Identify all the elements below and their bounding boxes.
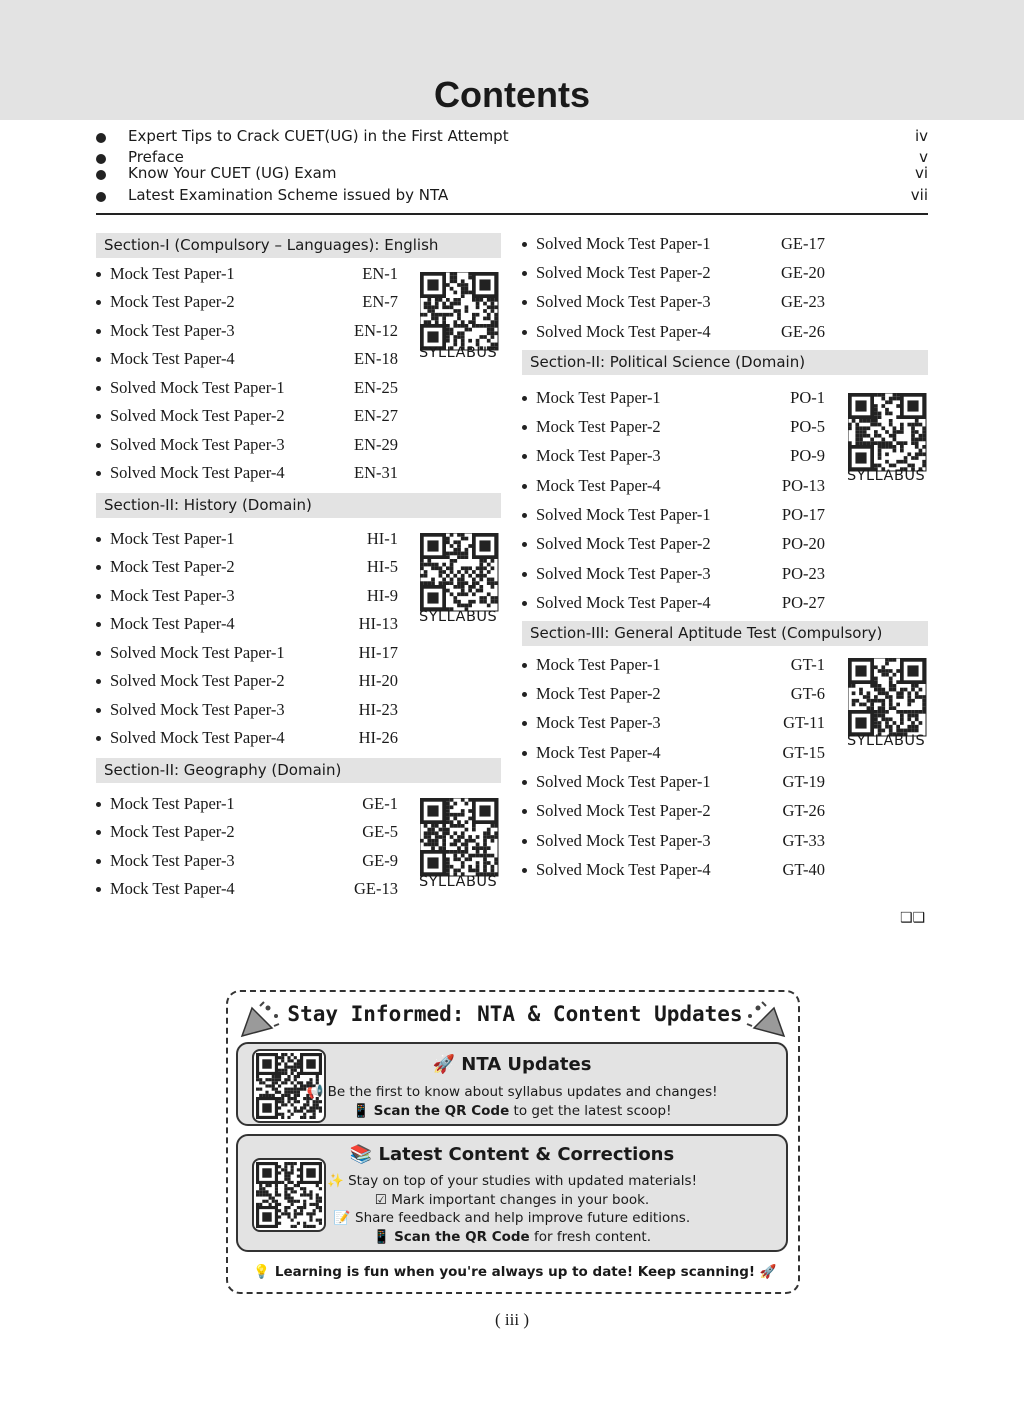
bullet-icon — [522, 513, 527, 518]
entry-label: Solved Mock Test Paper-1 — [110, 643, 285, 662]
entry-page: EN-31 — [354, 463, 398, 482]
entry-label: Mock Test Paper-3 — [536, 713, 661, 732]
syllabus-qr-code[interactable] — [848, 658, 928, 738]
entry-label: Solved Mock Test Paper-2 — [110, 406, 285, 425]
toc-entry[interactable] — [96, 642, 398, 664]
bullet-icon — [522, 425, 527, 430]
entry-page: EN-29 — [354, 435, 398, 454]
bullet-icon — [522, 242, 527, 247]
toc-entry[interactable] — [96, 699, 398, 721]
toc-entry[interactable] — [522, 416, 825, 438]
toc-entry[interactable] — [522, 233, 825, 255]
entry-page: PO-20 — [781, 534, 825, 553]
entry-label: Solved Mock Test Paper-4 — [536, 322, 711, 341]
toc-entry[interactable] — [96, 556, 398, 578]
entry-page: HI-13 — [358, 614, 398, 633]
toc-entry[interactable] — [522, 504, 825, 526]
nta-line-2: 📱 Scan the QR Code to get the latest scoop! — [352, 1103, 672, 1119]
toc-entry[interactable] — [96, 462, 398, 484]
content-updates-heading: 📚 Latest Content & Corrections — [349, 1144, 675, 1165]
bullet-icon — [522, 868, 527, 873]
bullet-icon — [96, 594, 101, 599]
entry-label: Mock Test Paper-1 — [536, 655, 661, 674]
entry-page: HI-20 — [358, 671, 398, 690]
syllabus-label: SYLLABUS — [847, 468, 926, 484]
entry-page: HI-17 — [358, 643, 398, 662]
entry-label: Solved Mock Test Paper-1 — [536, 772, 711, 791]
toc-entry[interactable] — [96, 613, 398, 635]
entry-page: GT-40 — [782, 860, 825, 879]
phone-icon: 📱 — [372, 1229, 390, 1245]
divider — [96, 213, 928, 215]
entry-page: GT-26 — [782, 801, 825, 820]
entry-label: Solved Mock Test Paper-1 — [110, 378, 285, 397]
toc-entry[interactable] — [96, 850, 398, 872]
entry-page: GT-19 — [782, 772, 825, 791]
entry-page: EN-27 — [354, 406, 398, 425]
entry-label: Know Your CUET (UG) Exam — [128, 164, 337, 182]
toc-entry[interactable] — [522, 475, 825, 497]
entry-label: Latest Examination Scheme issued by NTA — [128, 186, 449, 204]
entry-label: Solved Mock Test Paper-4 — [536, 593, 711, 612]
bullet-icon — [96, 708, 101, 713]
entry-label: Solved Mock Test Paper-3 — [536, 831, 711, 850]
nta-updates-heading: 🚀 NTA Updates — [432, 1054, 592, 1075]
section-heading: Section-I (Compulsory – Languages): English — [96, 233, 501, 258]
bullet-icon — [96, 622, 101, 627]
light-bulb-icon: 💡 — [253, 1264, 271, 1280]
bullet-icon — [522, 271, 527, 276]
toc-entry[interactable] — [96, 727, 398, 749]
syllabus-qr-code[interactable] — [420, 533, 500, 613]
bullet-icon — [96, 887, 101, 892]
bullet-icon — [96, 565, 101, 570]
bullet-icon — [96, 859, 101, 864]
toc-entry[interactable] — [96, 377, 398, 399]
entry-label: Mock Test Paper-1 — [110, 264, 235, 283]
toc-entry[interactable] — [96, 793, 398, 815]
intro-entry[interactable] — [96, 186, 928, 206]
updates-title: Stay Informed: NTA & Content Updates — [287, 1002, 743, 1026]
section-heading: Section-II: History (Domain) — [96, 493, 501, 518]
entry-page: PO-27 — [781, 593, 825, 612]
entry-page: GE-13 — [354, 879, 398, 898]
entry-page: PO-23 — [781, 564, 825, 583]
toc-entry[interactable] — [96, 348, 398, 370]
content-line-4: 📱 Scan the QR Code for fresh content. — [372, 1229, 652, 1245]
section-heading: Section-II: Geography (Domain) — [96, 758, 501, 783]
toc-entry[interactable] — [522, 654, 825, 676]
toc-entry[interactable] — [96, 263, 398, 285]
toc-entry[interactable] — [96, 320, 398, 342]
entry-label: Solved Mock Test Paper-4 — [536, 860, 711, 879]
entry-label: Mock Test Paper-1 — [536, 388, 661, 407]
syllabus-label: SYLLABUS — [419, 609, 498, 625]
entry-page: EN-7 — [362, 292, 398, 311]
entry-page: PO-17 — [781, 505, 825, 524]
entry-page: HI-9 — [366, 586, 398, 605]
entry-label: Solved Mock Test Paper-4 — [110, 463, 285, 482]
entry-page: EN-1 — [362, 264, 398, 283]
bullet-icon — [522, 484, 527, 489]
bullet-icon — [96, 679, 101, 684]
entry-page: HI-26 — [358, 728, 398, 747]
syllabus-qr-code[interactable] — [420, 272, 500, 352]
memo-icon: 📝 — [333, 1210, 351, 1226]
toc-entry[interactable] — [96, 878, 398, 900]
toc-entry[interactable] — [96, 405, 398, 427]
nta-line-1: 📢 Be the first to know about syllabus updates and changes! — [306, 1084, 718, 1100]
entry-page: HI-23 — [358, 700, 398, 719]
entry-page: EN-18 — [354, 349, 398, 368]
bullet-icon — [96, 192, 106, 202]
toc-entry[interactable] — [522, 712, 825, 734]
entry-label: Solved Mock Test Paper-2 — [110, 671, 285, 690]
entry-label: Mock Test Paper-2 — [536, 417, 661, 436]
toc-entry[interactable] — [522, 321, 825, 343]
entry-page: EN-12 — [354, 321, 398, 340]
bullet-icon — [522, 542, 527, 547]
updates-footer: 💡 Learning is fun when you're always up to date! Keep scanning! 🚀 — [253, 1264, 777, 1280]
entry-page: PO-5 — [790, 417, 825, 436]
entry-label: Mock Test Paper-4 — [110, 879, 235, 898]
toc-entry[interactable] — [522, 771, 825, 793]
entry-label: Mock Test Paper-1 — [110, 529, 235, 548]
entry-label: Solved Mock Test Paper-4 — [110, 728, 285, 747]
entry-page: GT-6 — [790, 684, 825, 703]
syllabus-qr-code[interactable] — [848, 393, 928, 473]
entry-label: Mock Test Paper-2 — [536, 684, 661, 703]
nta-updates-panel — [236, 1042, 788, 1126]
entry-label: Mock Test Paper-2 — [110, 292, 235, 311]
entry-page: EN-25 — [354, 378, 398, 397]
entry-label: Solved Mock Test Paper-3 — [110, 435, 285, 454]
megaphone-icon: 📢 — [306, 1084, 324, 1100]
intro-entry[interactable] — [96, 127, 928, 147]
bullet-icon — [96, 300, 101, 305]
toc-entry[interactable] — [522, 445, 825, 467]
bullet-icon — [522, 300, 527, 305]
entry-page: GT-11 — [783, 713, 825, 732]
entry-label: Solved Mock Test Paper-1 — [536, 234, 711, 253]
entry-page: GT-1 — [790, 655, 825, 674]
toc-entry[interactable] — [522, 592, 825, 614]
entry-page: HI-1 — [366, 529, 398, 548]
toc-entry[interactable] — [522, 533, 825, 555]
entry-page: vi — [914, 164, 928, 182]
bullet-icon — [96, 651, 101, 656]
entry-page: GE-23 — [781, 292, 825, 311]
entry-label: Mock Test Paper-4 — [536, 476, 661, 495]
entry-label: Solved Mock Test Paper-3 — [110, 700, 285, 719]
entry-label: Mock Test Paper-4 — [536, 743, 661, 762]
rocket-icon: 🚀 — [432, 1054, 455, 1075]
entry-page: PO-1 — [790, 388, 825, 407]
entry-label: Mock Test Paper-3 — [110, 321, 235, 340]
bullet-icon — [522, 839, 527, 844]
entry-label: Solved Mock Test Paper-3 — [536, 564, 711, 583]
bullet-icon — [96, 272, 101, 277]
toc-entry[interactable] — [522, 800, 825, 822]
entry-page: GE-9 — [362, 851, 398, 870]
bullet-icon — [96, 443, 101, 448]
toc-entry[interactable] — [96, 585, 398, 607]
entry-page: GE-26 — [781, 322, 825, 341]
books-icon: 📚 — [349, 1144, 373, 1165]
bullet-icon — [522, 330, 527, 335]
toc-entry[interactable] — [96, 291, 398, 313]
entry-page: GE-5 — [362, 822, 398, 841]
syllabus-label: SYLLABUS — [419, 345, 498, 361]
content-line-2: ☑ Mark important changes in your book. — [374, 1192, 650, 1208]
page-title: Contents — [434, 74, 590, 115]
bullet-icon — [522, 572, 527, 577]
bullet-icon — [96, 414, 101, 419]
syllabus-label: SYLLABUS — [847, 733, 926, 749]
bullet-icon — [96, 802, 101, 807]
bullet-icon — [522, 751, 527, 756]
toc-entry[interactable] — [96, 821, 398, 843]
entry-page: GT-15 — [782, 743, 825, 762]
bullet-icon — [96, 537, 101, 542]
entry-page: GT-33 — [782, 831, 825, 850]
rocket-icon: 🚀 — [759, 1264, 777, 1280]
bullet-icon — [96, 170, 106, 180]
entry-label: Mock Test Paper-4 — [110, 349, 235, 368]
bullet-icon — [522, 780, 527, 785]
entry-label: Solved Mock Test Paper-2 — [536, 263, 711, 282]
entry-page: iv — [914, 127, 928, 145]
toc-entry[interactable] — [522, 262, 825, 284]
content-updates-panel — [236, 1134, 788, 1252]
entry-page: GE-17 — [781, 234, 825, 253]
toc-entry[interactable] — [522, 830, 825, 852]
toc-entry[interactable] — [522, 387, 825, 409]
bullet-icon — [522, 601, 527, 606]
entry-label: Mock Test Paper-4 — [110, 614, 235, 633]
updates-box — [226, 990, 800, 1294]
section-heading: Section-III: General Aptitude Test (Compulsory) — [522, 621, 928, 646]
toc-entry[interactable] — [522, 742, 825, 764]
sparkles-icon: ✨ — [327, 1173, 344, 1189]
toc-entry[interactable] — [522, 563, 825, 585]
toc-entry[interactable] — [522, 683, 825, 705]
bullet-icon — [522, 396, 527, 401]
bullet-icon — [96, 830, 101, 835]
section-heading: Section-II: Political Science (Domain) — [522, 350, 928, 375]
entry-label: Solved Mock Test Paper-2 — [536, 534, 711, 553]
bullet-icon — [96, 357, 101, 362]
toc-entry[interactable] — [96, 528, 398, 550]
entry-label: Mock Test Paper-2 — [110, 557, 235, 576]
check-box-icon: ☑ — [374, 1192, 387, 1208]
bullet-icon — [522, 692, 527, 697]
toc-entry[interactable] — [96, 434, 398, 456]
syllabus-label: SYLLABUS — [419, 874, 498, 890]
entry-page: v — [919, 148, 928, 166]
entry-page: PO-13 — [781, 476, 825, 495]
entry-label: Mock Test Paper-2 — [110, 822, 235, 841]
phone-icon: 📱 — [352, 1103, 370, 1119]
entry-label: Preface — [128, 148, 184, 166]
entry-page: vii — [910, 186, 928, 204]
entry-page: PO-9 — [790, 446, 825, 465]
bullet-icon — [96, 133, 106, 143]
syllabus-qr-code[interactable] — [420, 798, 500, 878]
page-number: ( iii ) — [495, 1310, 529, 1329]
entry-page: GE-20 — [781, 263, 825, 282]
bullet-icon — [96, 386, 101, 391]
bullet-icon — [96, 736, 101, 741]
entry-label: Mock Test Paper-3 — [536, 446, 661, 465]
content-line-1: ✨ Stay on top of your studies with updated materials! — [327, 1173, 697, 1189]
bullet-icon — [522, 809, 527, 814]
bullet-icon — [522, 663, 527, 668]
toc-entry[interactable] — [96, 670, 398, 692]
entry-label: Mock Test Paper-3 — [110, 851, 235, 870]
entry-label: Solved Mock Test Paper-1 — [536, 505, 711, 524]
bullet-icon — [522, 721, 527, 726]
entry-label: Mock Test Paper-1 — [110, 794, 235, 813]
bullet-icon — [96, 154, 106, 164]
bullet-icon — [96, 471, 101, 476]
toc-entry[interactable] — [522, 859, 825, 881]
end-mark: ❑❑ — [900, 910, 926, 926]
bullet-icon — [522, 454, 527, 459]
entry-label: Solved Mock Test Paper-2 — [536, 801, 711, 820]
toc-entry[interactable] — [522, 291, 825, 313]
content-line-3: 📝 Share feedback and help improve future editions. — [333, 1210, 691, 1226]
entry-label: Expert Tips to Crack CUET(UG) in the First Attempt — [128, 127, 509, 145]
entry-page: GE-1 — [362, 794, 398, 813]
intro-entry[interactable] — [96, 164, 928, 184]
entry-label: Mock Test Paper-3 — [110, 586, 235, 605]
entry-label: Solved Mock Test Paper-3 — [536, 292, 711, 311]
entry-page: HI-5 — [366, 557, 398, 576]
bullet-icon — [96, 329, 101, 334]
